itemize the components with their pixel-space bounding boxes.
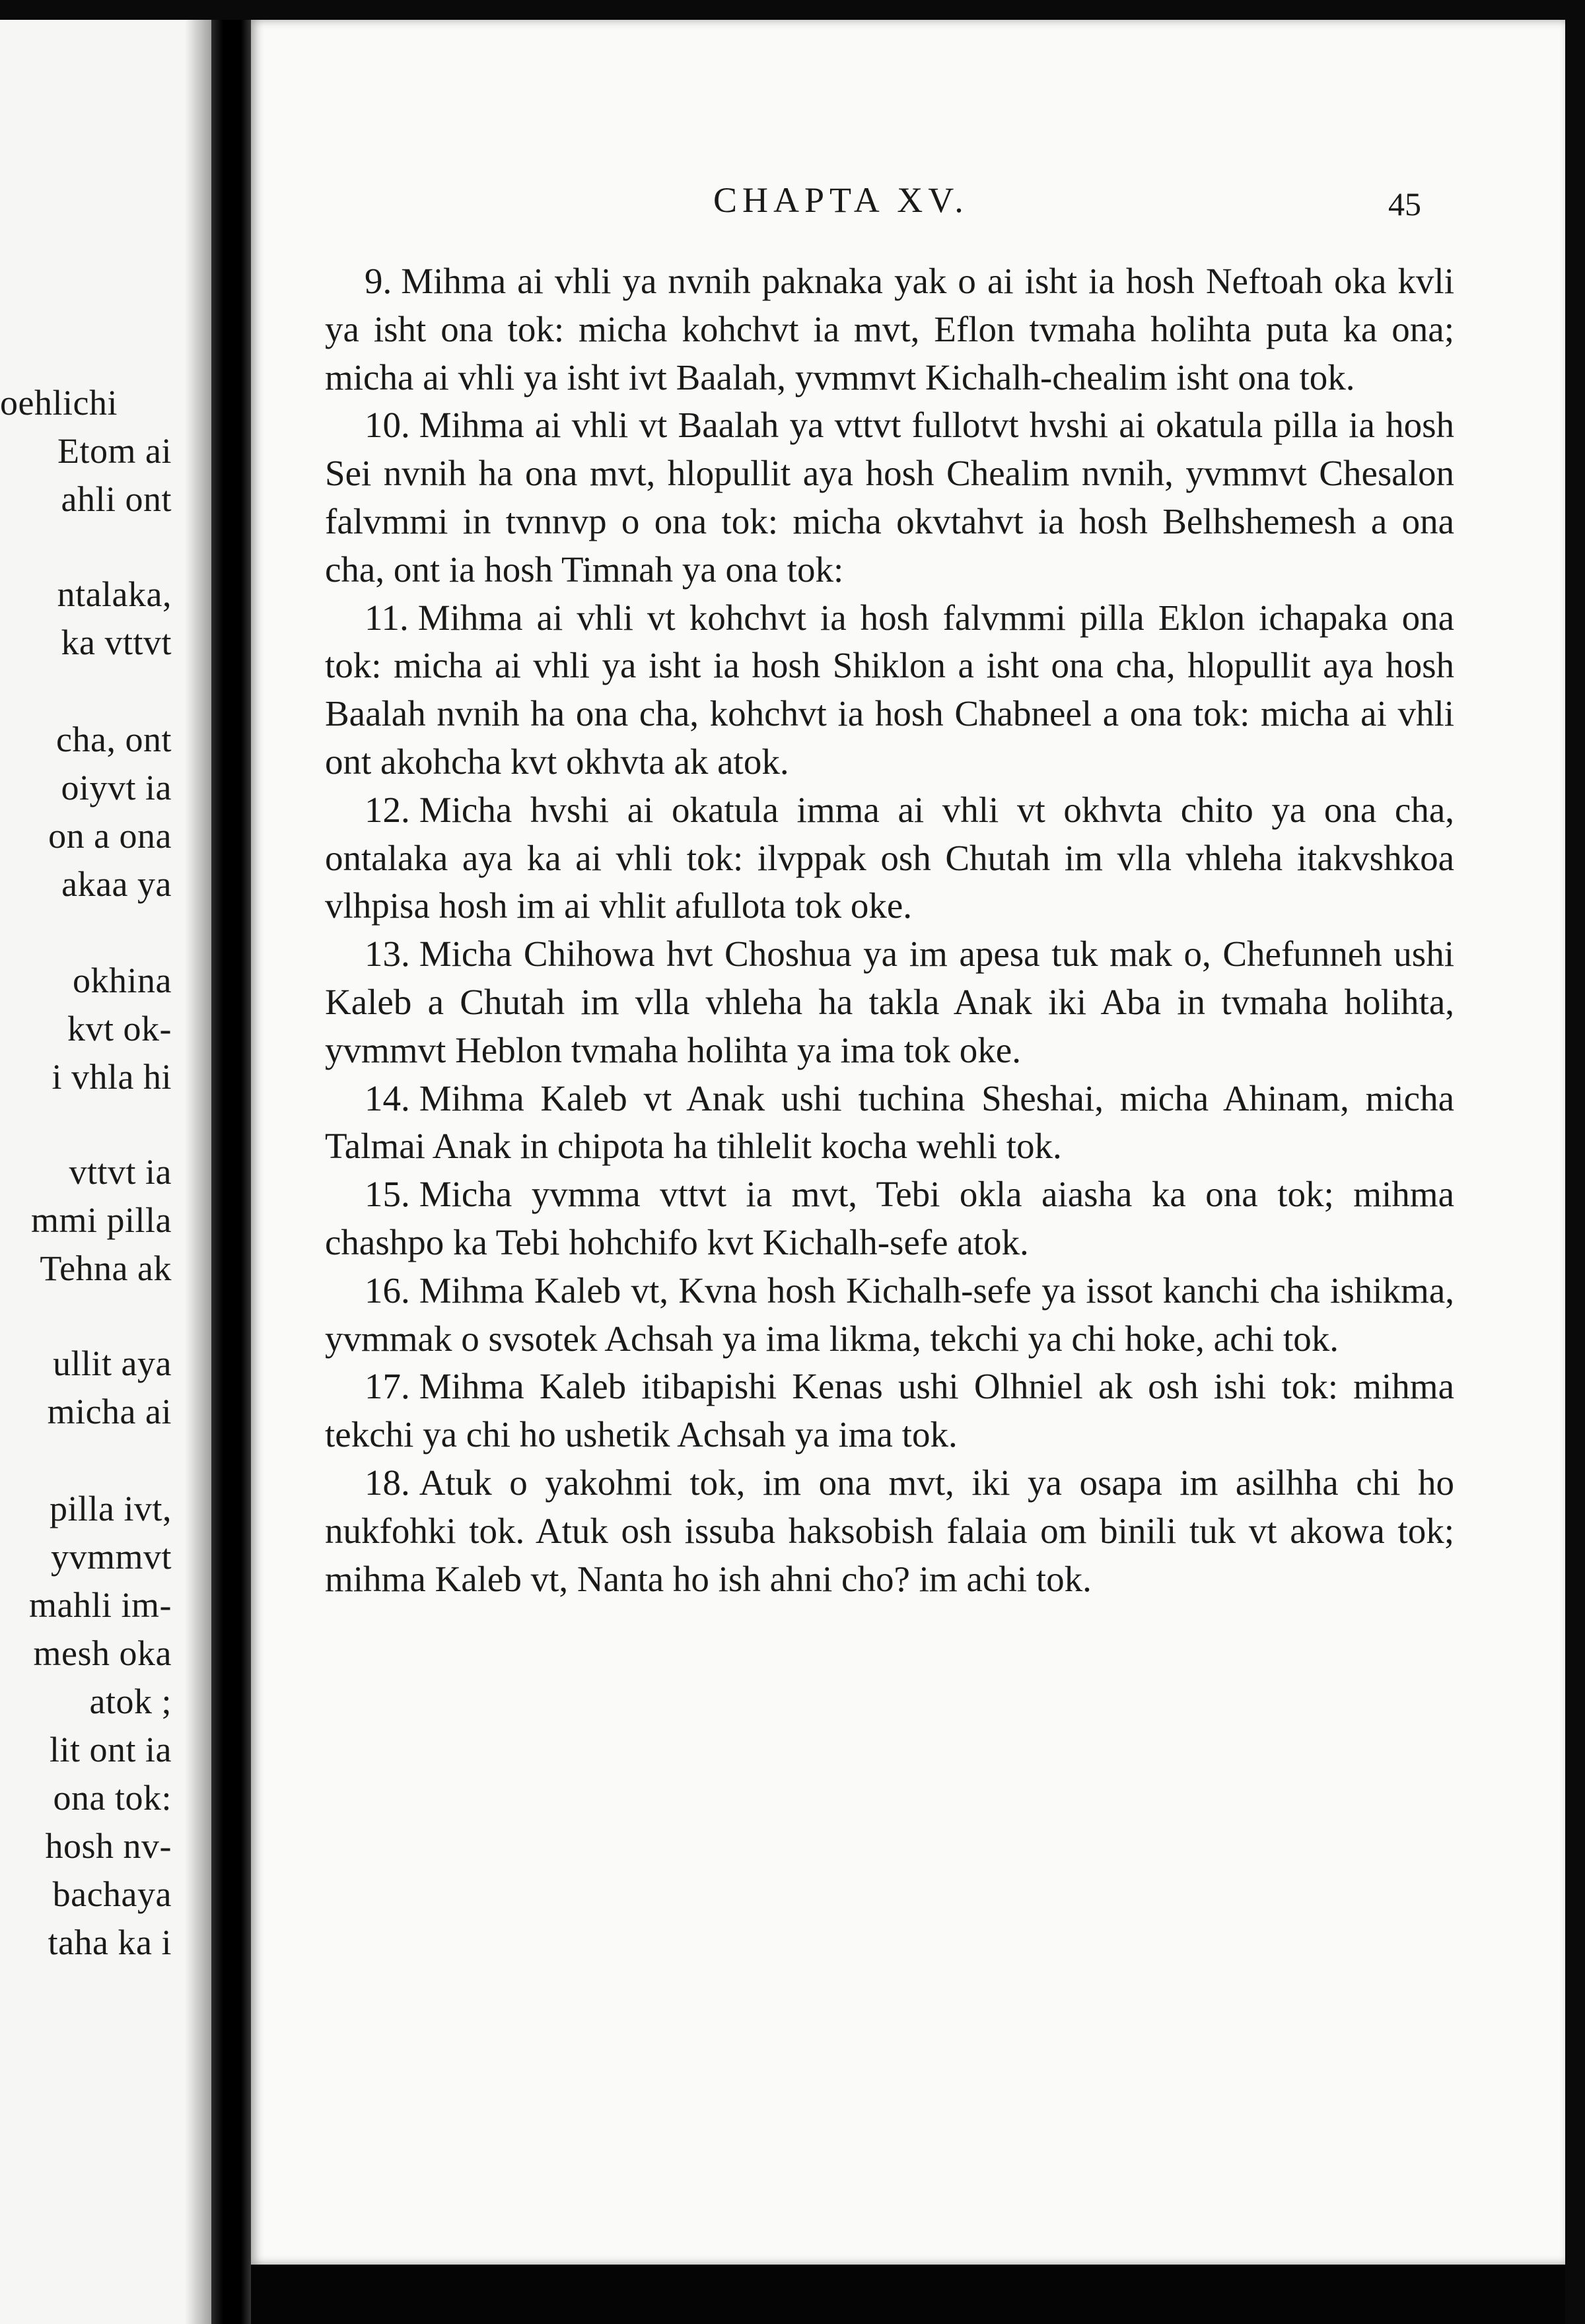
facing-page-line: cha, ont (56, 720, 172, 759)
verse-number: 14. (365, 1077, 410, 1118)
verse-text: Mihma Kaleb vt, Kvna hosh Kichalh-sefe ya issot kanchi cha ishikma, yvmmak o svsotek Achsah ya ima likma, tekchi ya chi hoke, achi tok. (325, 1270, 1454, 1359)
scan-top-border (0, 0, 1585, 20)
facing-page-line: okhina (73, 961, 172, 1000)
facing-page-fragment (0, 20, 211, 2324)
verse-paragraph (325, 1363, 1454, 1459)
running-head: CHAPTA XV. (713, 180, 969, 220)
facing-page-text (0, 20, 211, 2324)
facing-page-line: vttvt ia (69, 1152, 172, 1192)
facing-page-line: bachaya (52, 1874, 172, 1914)
facing-page-line: taha ka i (48, 1923, 172, 1962)
verse-paragraph (325, 930, 1454, 1074)
facing-page-line: lit ont ia (50, 1730, 172, 1769)
verse-text: Atuk o yakohmi tok, im ona mvt, iki ya osapa im asilhha chi ho nukfohki tok. Atuk osh issuba haksobish falaia om binili tuk vt akowa tok; mihma Kaleb vt, Nanta ho ish ahni cho? im achi tok. (325, 1462, 1454, 1599)
verse-number: 12. (365, 789, 410, 830)
verse-text: Mihma ai vhli vt kohchvt ia hosh falvmmi pilla Eklon ichapaka ona tok: micha ai vhli ya isht ia hosh Shiklon a isht ona cha, hlopullit aya hosh Baalah nvnih ha ona cha, kohchvt ia hosh Chabneel a ona tok: micha ai vhli ont akohcha kvt okhvta ak atok. (325, 597, 1454, 782)
facing-page-line: kvt ok- (67, 1009, 172, 1048)
facing-page-line: oiyvt ia (61, 768, 172, 807)
verse-text: Mihma Kaleb vt Anak ushi tuchina Sheshai, micha Ahinam, micha Talmai Anak in chipota ha tihlelit kocha wehli tok. (325, 1077, 1454, 1167)
facing-page-line: ahli ont (61, 479, 172, 519)
verse-number: 15. (365, 1174, 410, 1215)
facing-page-line: mahli im- (29, 1585, 172, 1625)
verse-paragraph (325, 1171, 1454, 1267)
facing-page-line: ntalaka, (57, 574, 172, 614)
verse-number: 11. (365, 597, 409, 638)
facing-page-line: yvmmvt (50, 1537, 172, 1577)
verse-text: Mihma ai vhli ya nvnih paknaka yak o ai isht ia hosh Neftoah oka kvli ya isht ona tok: micha kohchvt ia mvt, Eflon tvmaha holihta puta ka ona; micha ai vhli ya isht ivt Baalah, yvmmvt Kichalh-chealim isht ona tok. (325, 261, 1454, 397)
facing-page-line: atok ; (89, 1682, 172, 1721)
verse-text: Mihma Kaleb itibapishi Kenas ushi Olhniel ak osh ishi tok: mihma tekchi ya chi ho ushetik Achsah ya ima tok. (325, 1366, 1454, 1455)
facing-page-line: ona tok: (53, 1778, 172, 1818)
page-number: 45 (1388, 186, 1421, 222)
facing-page-line: hosh nv- (45, 1826, 172, 1866)
verse-paragraph (325, 1075, 1454, 1171)
verse-number: 10. (365, 405, 410, 446)
verse-text: Micha hvshi ai okatula imma ai vhli vt okhvta chito ya ona cha, ontalaka aya ka ai vhli tok: ilvppak osh Chutah im vlla vhleha itakvshkoa vlhpisa hosh im ai vhlit afullota tok oke. (325, 789, 1454, 926)
scan-right-border (1565, 20, 1585, 2324)
verse-number: 9. (365, 261, 392, 301)
gutter-shadow (185, 20, 211, 2324)
verse-paragraph (325, 257, 1454, 401)
verse-text: Mihma ai vhli vt Baalah ya vttvt fullotvt hvshi ai okatula pilla ia hosh Sei nvnih ha ona mvt, hlopullit aya hosh Chealim nvnih, yvmmvt Chesalon falvmmi in tvnnvp o ona tok: micha okvtahvt ia hosh Belhshemesh a ona cha, ont ia hosh Timnah ya ona tok: (325, 405, 1454, 590)
verse-number: 18. (365, 1462, 410, 1503)
verse-number: 16. (365, 1270, 410, 1311)
facing-page-line: i vhla hi (52, 1057, 172, 1097)
facing-page-line: Tehna ak (40, 1248, 172, 1288)
verse-text: Micha Chihowa hvt Choshua ya im apesa tuk mak o, Chefunneh ushi Kaleb a Chutah im vlla vhleha ha takla Anak iki Aba in tvmaha holihta, yvmmvt Heblon tvmaha holihta ya ima tok oke. (325, 934, 1454, 1070)
verse-paragraph (325, 1459, 1454, 1603)
facing-page-line: akaa ya (61, 864, 172, 904)
verse-paragraph (325, 401, 1454, 594)
facing-page-line: on a ona (48, 816, 172, 856)
facing-page-line: ullit aya (53, 1344, 172, 1383)
verse-paragraph (325, 1267, 1454, 1363)
facing-page-line: Etom ai (57, 431, 172, 471)
facing-page-line: mmi pilla (31, 1200, 172, 1240)
facing-page-line: oehlichi (0, 383, 118, 423)
verse-paragraph (325, 786, 1454, 930)
verse-paragraph (325, 594, 1454, 786)
facing-page-line: pilla ivt, (50, 1489, 172, 1528)
facing-page-line: ka vttvt (61, 623, 172, 662)
page (251, 20, 1565, 2265)
verse-number: 17. (365, 1366, 410, 1407)
scan-bottom-border (251, 2265, 1565, 2324)
facing-page-line: micha ai (47, 1392, 172, 1431)
verse-number: 13. (365, 934, 410, 974)
verse-text: Micha yvmma vttvt ia mvt, Tebi okla aiasha ka ona tok; mihma chashpo ka Tebi hohchifo kvt Kichalh-sefe atok. (325, 1174, 1454, 1262)
page-header (251, 177, 1565, 230)
body-text (325, 257, 1454, 1603)
facing-page-line: mesh oka (33, 1633, 172, 1673)
book-binding (211, 20, 251, 2324)
